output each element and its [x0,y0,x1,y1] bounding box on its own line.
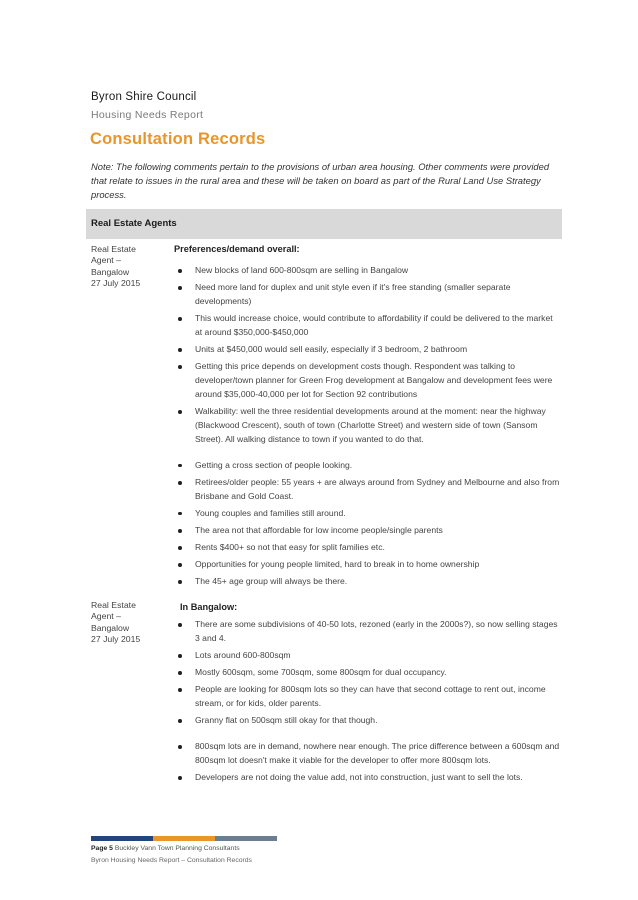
bullet-list [176,618,560,788]
section-header [86,209,562,239]
entry-heading: In Bangalow: [180,602,238,612]
entry-heading: Preferences/demand overall: [174,244,300,254]
intro-note: Note: The following comments pertain to the provisions of urban area housing. Other comments were provided that relate to issues in the rural area and these will be taken on board as part of the Rural Land Use Strategy process. [91,161,550,200]
list-item: 800sqm lots are in demand, nowhere near enough. The price difference between a 600sqm and 800sqm lot doesn't make it viable for the developer to offer more 800sqm lots. [176,740,560,768]
list-item: This would increase choice, would contribute to affordability if could be delivered to the market at around $350,000-$450,000 [176,312,560,340]
report-name: Housing Needs Report [91,109,204,121]
list-item: Getting a cross section of people looking. [176,459,560,473]
list-item: New blocks of land 600-800sqm are selling in Bangalow [176,264,560,278]
list-item: Mostly 600sqm, some 700sqm, some 800sqm for dual occupancy. [176,666,560,680]
list-item: People are looking for 800sqm lots so they can have that second cottage to rent out, income stream, or for kids, older parents. [176,683,560,711]
consultant-name: Buckley Vann Town Planning Consultants [114,845,240,852]
list-item: The area not that affordable for low income people/single parents [176,524,560,538]
footer-stripe-slate [215,836,277,841]
entry-date: 27 July 2015 [91,633,141,644]
entry-source [91,244,161,289]
list-item: Young couples and families still around. [176,507,560,521]
source-line: Real Estate [91,600,136,610]
list-item: Lots around 600-800sqm [176,649,560,663]
list-item: Getting this price depends on development costs though. Respondent was talking to developer/town planner for Green Frog development at Bangalow and development fees were around $35,000-40,000 per lot for Section 92 contributions [176,360,560,401]
source-line: Agent – [91,255,121,266]
footer-stripe-orange [153,836,215,841]
entry-source [91,600,161,645]
page-title: Consultation Records [90,130,266,148]
list-item: Opportunities for young people limited, hard to break in to home ownership [176,558,560,572]
list-item: Developers are not doing the value add, not into construction, just want to sell the lots. [176,771,560,785]
list-item: Units at $450,000 would sell easily, especially if 3 bedroom, 2 bathroom [176,343,560,357]
list-item: Rents $400+ so not that easy for split families etc. [176,541,560,555]
list-item: Walkability: well the three residential developments around at the moment: near the highway (Blackwood Crescent), south of town (Charlotte Street) and western side of town (Sansom Street). All walking distance to town if you wanted to do that. [176,405,560,446]
entry-date: 27 July 2015 [91,277,141,288]
list-item: Retirees/older people: 55 years + are always around from Sydney and Melbourne and also from Brisbane and Gold Coast. [176,476,560,504]
section-title: Real Estate Agents [91,218,177,229]
organisation-name: Byron Shire Council [91,91,197,103]
list-item: Granny flat on 500sqm still okay for that though. [176,714,560,728]
list-item: The 45+ age group will always be there. [176,575,560,589]
bullet-list [176,264,560,593]
page-number: Page 5 [91,845,113,852]
footer-page-line [91,845,240,852]
source-line: Agent – [91,611,121,622]
list-item: There are some subdivisions of 40-50 lots, rezoned (early in the 2000s?), so now selling stages 3 and 4. [176,618,560,646]
source-line: Bangalow [91,622,130,633]
list-item: Need more land for duplex and unit style even if it's free standing (smaller separate developments) [176,281,560,309]
source-line: Real Estate [91,244,136,254]
footer-stripe-blue [91,836,153,841]
source-line: Bangalow [91,266,130,277]
footer-document-line: Byron Housing Needs Report – Consultation Records [91,857,252,864]
